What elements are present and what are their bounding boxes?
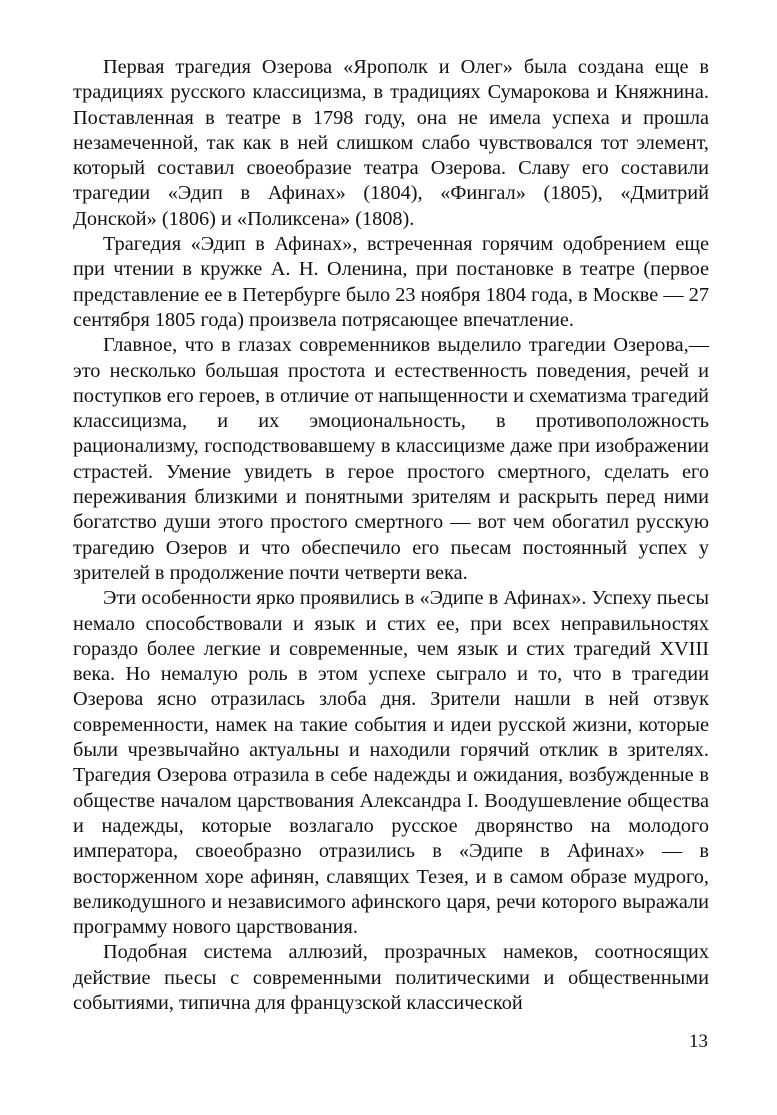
- paragraph-3: Главное, что в глазах современников выделило трагедии Озерова,— это несколько большая простота и естественность поведения, речей и поступков его героев, в отличие от напыщенности и схематизма трагедий классицизма, и их эмоциональность, в противоположность рационализму, господствовавшему в классицизме даже при изображении страстей. Умение увидеть в герое простого смертного, сделать его переживания близкими и понятными зрителям и раскрыть перед ними богатство души этого простого смертного — вот чем обогатил русскую трагедию Озеров и что обеспечило его пьесам постоянный успех у зрителей в продолжение почти четверти века.: [73, 334, 709, 584]
- page-number: 13: [689, 1031, 708, 1052]
- paragraph-5: Подобная система аллюзий, прозрачных намеков, соотносящих действие пьесы с современными политическими и общественными событиями, типична для французской классической: [73, 941, 709, 1014]
- paragraph-2: Трагедия «Эдип в Афинах», встреченная горячим одобрением еще при чтении в кружке А. Н. Оленина, при постановке в театре (первое представление ее в Петербурге было 23 ноября 1804 года, в Москве — 27 сентября 1805 года) произвела потрясающее впечатление.: [73, 233, 709, 331]
- paragraph-4: Эти особенности ярко проявились в «Эдипе в Афинах». Успеху пьесы немало способствовали и язык и стих ее, при всех неправильностях гораздо более легкие и современные, чем язык и стих трагедий XVIII века. Но немалую роль в этом успехе сыграло и то, что в трагедии Озерова ясно отразилась злоба дня. Зрители нашли в ней отзвук современности, намек на такие события и идеи русской жизни, которые были чрезвычайно актуальны и находили горячий отклик в зрителях. Трагедия Озерова отразила в себе надежды и ожидания, возбужденные в обществе началом царствования Александра I. Воодушевление общества и надежды, которые возлагало русское дворянство на молодого императора, своеобразно отразились в «Эдипе в Афинах» — в восторженном хоре афинян, славящих Тезея, и в самом образе мудрого, великодушного и независимого афинского царя, речи которого выражали программу нового царствования.: [73, 587, 709, 939]
- paragraph-1: Первая трагедия Озерова «Ярополк и Олег» была создана еще в традициях русского классицизма, в традициях Сумарокова и Княжнина. Поставленная в театре в 1798 году, она не имела успеха и прошла незамеченной, так как в ней слишком слабо чувствовался тот элемент, который составил своеобразие театра Озерова. Славу его составили трагедии «Эдип в Афинах» (1804), «Фингал» (1805), «Дмитрий Донской» (1806) и «Поликсена» (1808).: [73, 56, 709, 230]
- page-text-body: [73, 55, 709, 1016]
